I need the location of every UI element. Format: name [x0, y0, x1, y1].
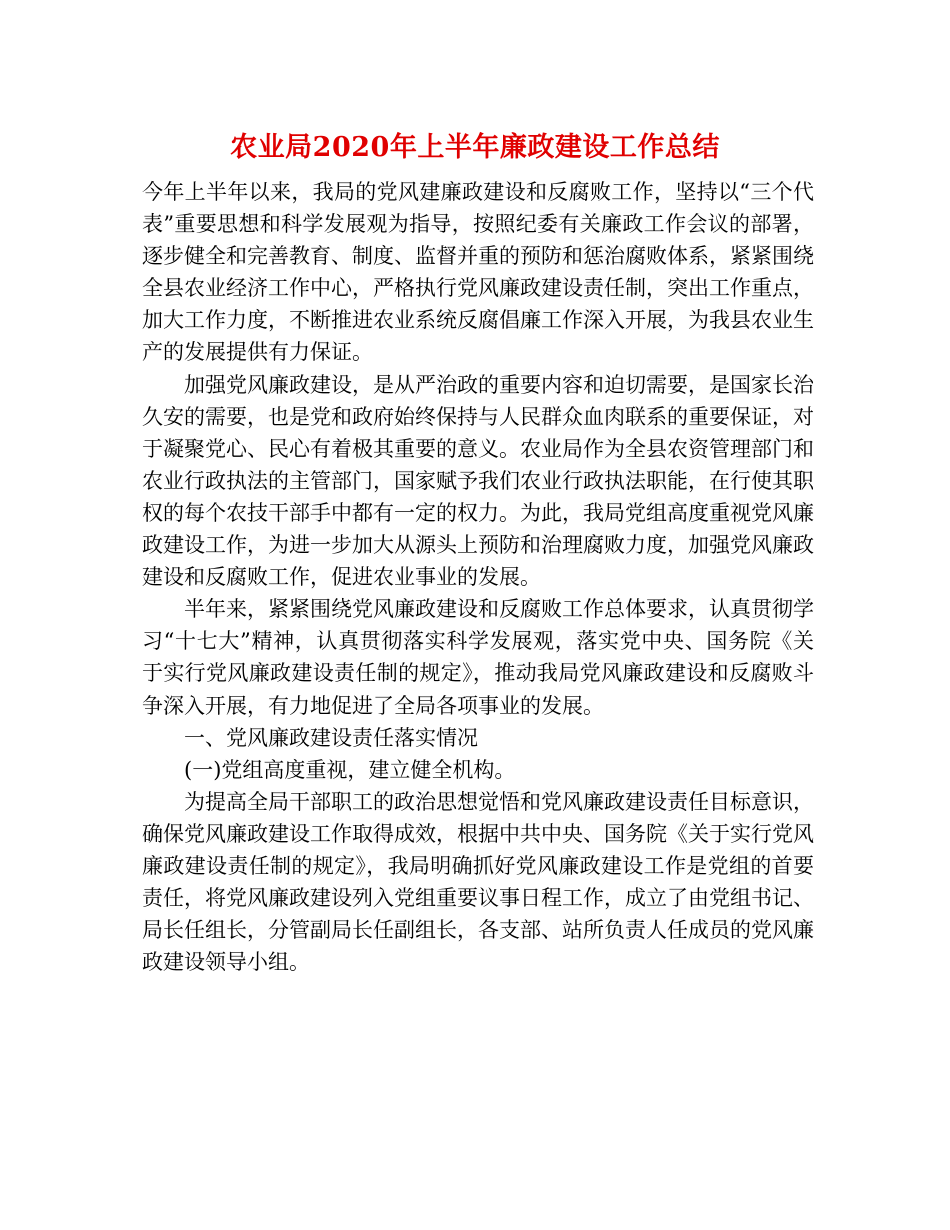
paragraph-intro: 今年上半年以来，我局的党风建廉政建设和反腐败工作，坚持以“三个代表”重要思想和科学发展观为指导，按照纪委有关廉政工作会议的部署，逐步健全和完善教育、制度、监督并重的预防和惩治腐败体系，紧紧围绕全县农业经济工作中心，严格执行党风廉政建设责任制，突出工作重点，加大工作力度，不断推进农业系统反腐倡廉工作深入开展，为我县农业生产的发展提供有力保证。: [142, 180, 814, 365]
paragraph-half-year: 半年来，紧紧围绕党风廉政建设和反腐败工作总体要求，认真贯彻学习“十七大”精神，认真贯彻落实科学发展观，落实党中央、国务院《关于实行党风廉政建设责任制的规定》，推动我局党风廉政建设和反腐败斗争深入开展，有力地促进了全局各项事业的发展。: [142, 597, 814, 718]
paragraph-importance: 加强党风廉政建设，是从严治政的重要内容和迫切需要，是国家长治久安的需要，也是党和政府始终保持与人民群众血肉联系的重要保证，对于凝聚党心、民心有着极其重要的意义。农业局作为全县农资管理部门和农业行政执法的主管部门，国家赋予我们农业行政执法职能，在行使其职权的每个农技干部手中都有一定的权力。为此，我局党组高度重视党风廉政建设工作，为进一步加大从源头上预防和治理腐败力度，加强党风廉政建设和反腐败工作，促进农业事业的发展。: [142, 372, 814, 590]
subsection-heading-1: (一)党组高度重视，建立健全机构。: [184, 757, 516, 782]
section-heading-1: 一、党风廉政建设责任落实情况: [184, 725, 478, 750]
document-body: [142, 176, 814, 978]
paragraph-leadership-group: 为提高全局干部职工的政治思想觉悟和党风廉政建设责任目标意识，确保党风廉政建设工作取得成效，根据中共中央、国务院《关于实行党风廉政建设责任制的规定》，我局明确抓好党风廉政建设工作是党组的首要责任，将党风廉政建设列入党组重要议事日程工作，成立了由党组书记、局长任组长，分管副局长任副组长，各支部、站所负责人任成员的党风廉政建设领导小组。: [142, 789, 814, 975]
document-title: 农业局2020年上半年廉政建设工作总结: [230, 132, 720, 163]
